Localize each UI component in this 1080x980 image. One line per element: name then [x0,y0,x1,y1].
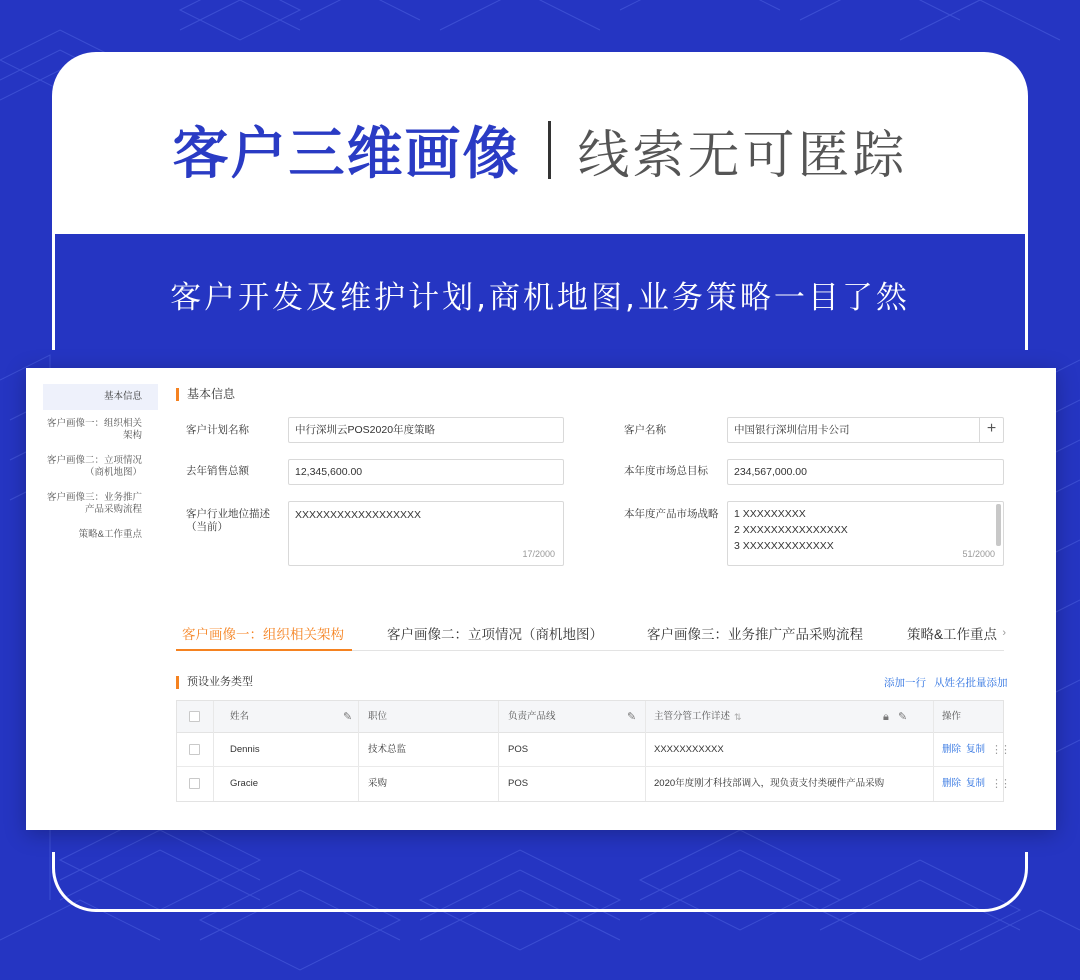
copy-button[interactable]: 复制 [966,778,986,789]
plan-name-field[interactable]: 中行深圳云POS2020年度策略 [288,417,564,443]
copy-button[interactable]: 复制 [966,744,986,755]
industry-position-counter: 17/2000 [522,549,555,559]
edit-icon[interactable]: ✎ [898,711,908,723]
col-detail-header: 主管分管工作详述 [654,711,731,722]
lock-icon[interactable]: 🔒︎ [883,711,889,723]
textarea-scrollbar[interactable] [996,504,1001,546]
delete-button[interactable]: 删除 [942,778,962,789]
app-panel [26,368,1056,830]
customer-name-label: 客户名称 [624,424,666,436]
frame-bottom-line [52,852,1028,912]
table-row[interactable] [177,767,1009,801]
side-nav-item-portrait-1[interactable]: 客户画像一：组织相关架构 [47,418,143,441]
add-row-link[interactable]: 添加一行 [884,677,926,689]
customer-name-field[interactable] [727,417,1004,443]
row-checkbox[interactable] [189,744,200,755]
product-strategy-line: 2 XXXXXXXXXXXXXXX [734,524,848,536]
tab-portrait-3[interactable]: 客户画像三：业务推广产品采购流程 [647,627,863,642]
industry-position-textarea[interactable] [288,501,564,566]
hero-title-main: 客户三维画像 [172,122,521,187]
side-nav-item-basic-info[interactable]: 基本信息 [43,384,158,410]
product-strategy-label: 本年度产品市场战略 [624,508,719,520]
cell-title: 技术总监 [368,744,407,755]
product-strategy-textarea[interactable] [727,501,1004,566]
industry-position-label: 客户行业地位描述（当前） [186,508,270,533]
tab-scroll-right-icon[interactable]: › [1002,627,1006,639]
cell-product: POS [508,744,529,755]
hero-title-sub: 线索无可匿踪 [577,125,908,186]
product-strategy-line: 3 XXXXXXXXXXXXX [734,540,834,552]
table-header [177,701,1003,733]
cell-title: 采购 [368,778,388,789]
row-checkbox[interactable] [189,778,200,789]
side-nav-item-portrait-3[interactable]: 客户画像三：业务推广产品采购流程 [47,492,143,515]
cell-product: POS [508,778,529,789]
plan-name-label: 客户计划名称 [186,424,249,436]
product-strategy-counter: 51/2000 [962,549,995,559]
side-nav [43,384,158,554]
edit-icon[interactable]: ✎ [343,711,353,723]
product-strategy-line: 1 XXXXXXXXX [734,508,806,520]
active-tab-indicator [176,649,352,651]
hero-title [52,110,1028,190]
drag-handle-icon[interactable]: ⋮⋮ [991,778,1009,790]
tab-strategy[interactable]: 策略&工作重点 [907,627,998,642]
cell-name: Gracie [230,778,258,789]
edit-icon[interactable]: ✎ [627,711,637,723]
cell-name: Dennis [230,744,260,755]
last-year-sales-label: 去年销售总额 [186,465,249,477]
business-table [176,700,1009,802]
hero-subtitle: 客户开发及维护计划,商机地图,业务策略一目了然 [170,280,910,316]
cell-detail: XXXXXXXXXXX [654,744,724,755]
business-types-title: 预设业务类型 [176,676,253,689]
hero-card [52,52,1028,234]
basic-info-title: 基本信息 [176,388,235,401]
side-nav-item-portrait-2[interactable]: 客户画像二：立项情况（商机地图） [47,455,143,478]
hero-title-divider [548,121,551,179]
tab-portrait-2[interactable]: 客户画像二：立项情况（商机地图） [387,627,603,642]
side-nav-item-strategy[interactable]: 策略&工作重点 [78,529,142,540]
tab-portrait-1[interactable]: 客户画像一：组织相关架构 [182,627,344,642]
industry-position-value: XXXXXXXXXXXXXXXXXX [295,509,422,521]
select-all-checkbox[interactable] [189,711,200,722]
col-product-header: 负责产品线 [508,711,556,722]
cell-detail: 2020年度刚才科技部调入，现负责支付类硬件产品采购 [654,778,885,789]
col-title-header: 职位 [368,711,388,722]
market-target-field[interactable]: 234,567,000.00 [727,459,1004,485]
col-name-header: 姓名 [230,711,250,722]
drag-handle-icon[interactable]: ⋮⋮ [991,744,1009,756]
batch-add-link[interactable]: 从姓名批量添加 [934,677,1008,689]
table-row[interactable] [177,733,1009,767]
portrait-tabs [176,625,1004,651]
sort-icon[interactable]: ⇅ [734,712,742,722]
customer-name-value: 中国银行深圳信用卡公司 [734,424,850,436]
add-icon[interactable]: + [979,418,1003,442]
last-year-sales-field[interactable]: 12,345,600.00 [288,459,564,485]
delete-button[interactable]: 删除 [942,744,962,755]
market-target-label: 本年度市场总目标 [624,465,708,477]
col-actions-header: 操作 [942,711,962,722]
